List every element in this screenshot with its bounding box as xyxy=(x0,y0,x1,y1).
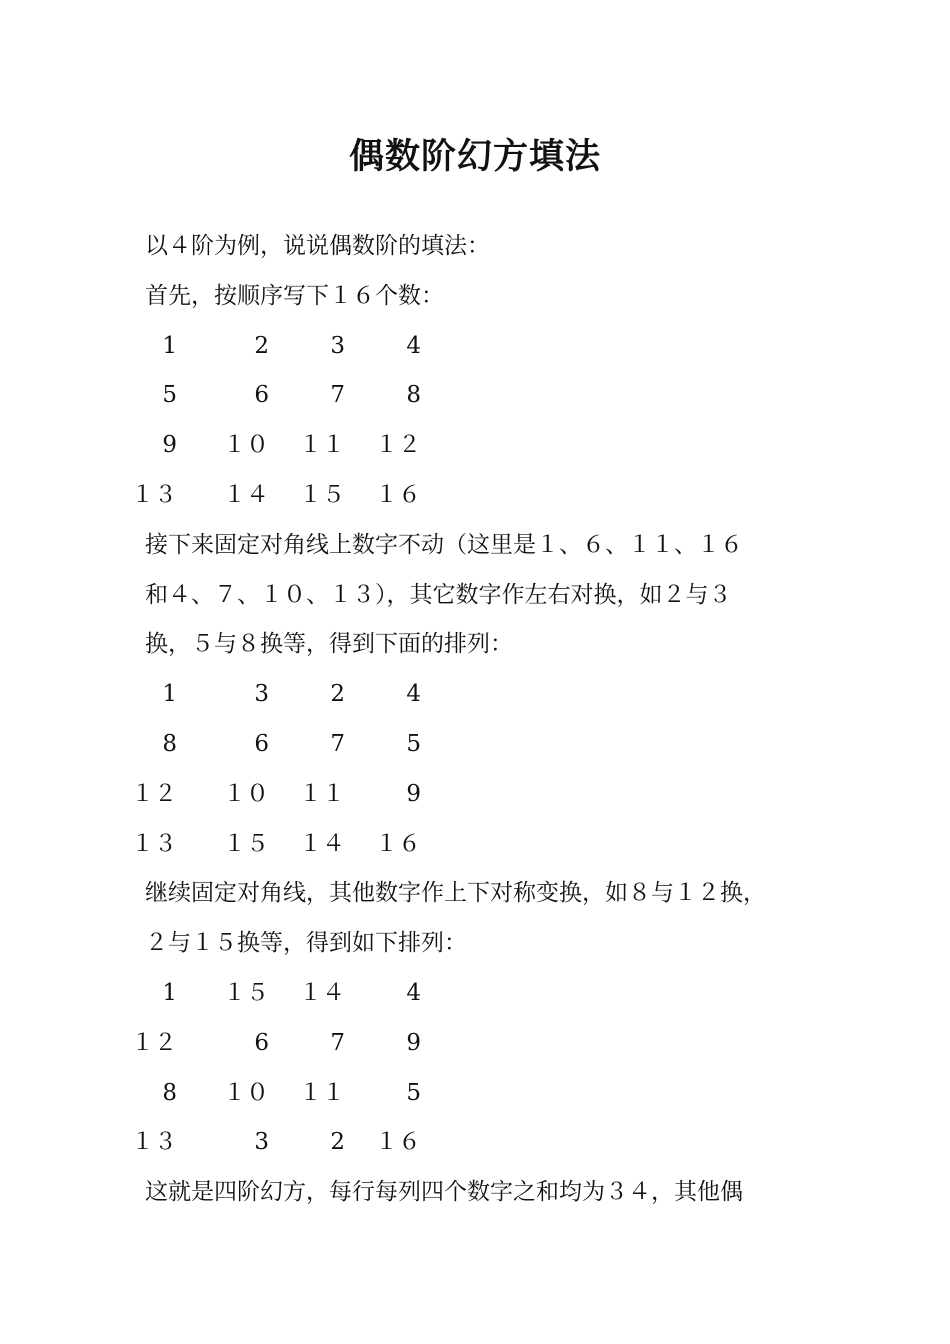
grid-cell: 3 xyxy=(330,332,345,359)
intro-line-2: 首先，按顺序写下１６个数： xyxy=(145,282,444,309)
grid-cell: 2 xyxy=(254,332,269,359)
grid-cell: １０ xyxy=(223,780,269,807)
grid-cell: １３ xyxy=(131,481,177,508)
paragraph-3-line-1: 继续固定对角线，其他数字作上下对称变换，如８与１２换， xyxy=(145,880,766,907)
grid-row xyxy=(131,471,815,521)
grid-row xyxy=(131,770,815,820)
number-grid-original xyxy=(131,322,815,521)
grid-row xyxy=(131,820,815,870)
grid-cell: １５ xyxy=(223,830,269,857)
grid-cell: 1 xyxy=(162,979,177,1006)
grid-cell: 1 xyxy=(162,332,177,359)
grid-cell: １２ xyxy=(375,432,421,459)
grid-cell: 1 xyxy=(162,681,177,708)
grid-cell: １４ xyxy=(299,979,345,1006)
grid-cell: １５ xyxy=(223,979,269,1006)
grid-cell: 9 xyxy=(406,780,421,807)
grid-cell: １３ xyxy=(131,1129,177,1156)
grid-cell: １３ xyxy=(131,830,177,857)
grid-cell: 2 xyxy=(330,1129,345,1156)
grid-cell: 5 xyxy=(406,730,421,757)
grid-cell: 8 xyxy=(162,1079,177,1106)
paragraph-4-line-1: 这就是四阶幻方，每行每列四个数字之和均为３４，其他偶 xyxy=(145,1179,743,1206)
grid-cell: 6 xyxy=(254,730,269,757)
grid-cell: 2 xyxy=(330,681,345,708)
grid-cell: 7 xyxy=(330,730,345,757)
grid-cell: １１ xyxy=(299,780,345,807)
grid-cell: １２ xyxy=(131,780,177,807)
grid-cell: 9 xyxy=(406,1029,421,1056)
document-title: 偶数阶幻方填法 xyxy=(348,137,601,177)
grid-row xyxy=(145,720,815,770)
grid-cell: 3 xyxy=(254,681,269,708)
grid-cell: １１ xyxy=(299,1079,345,1106)
grid-cell: １６ xyxy=(375,481,421,508)
grid-cell: 6 xyxy=(254,1029,269,1056)
grid-cell: １４ xyxy=(223,481,269,508)
grid-cell: １２ xyxy=(131,1029,177,1056)
paragraph-2-line-3: 换，５与８换等，得到下面的排列： xyxy=(145,631,513,658)
document-body xyxy=(131,222,815,1218)
grid-cell: 7 xyxy=(330,382,345,409)
intro-line-1: 以４阶为例，说说偶数阶的填法： xyxy=(145,233,490,259)
grid-cell: １１ xyxy=(299,432,345,459)
number-grid-swapped-horizontal xyxy=(131,670,815,869)
grid-cell: １０ xyxy=(223,1079,269,1106)
grid-cell: 4 xyxy=(406,681,421,708)
grid-cell: 8 xyxy=(162,730,177,757)
grid-cell: １６ xyxy=(375,1129,421,1156)
grid-cell: 5 xyxy=(406,1079,421,1106)
grid-row xyxy=(145,421,815,471)
grid-cell: 6 xyxy=(254,382,269,409)
grid-cell: １６ xyxy=(375,830,421,857)
number-grid-magic-square xyxy=(131,969,815,1168)
grid-row xyxy=(145,1069,815,1119)
grid-cell: 4 xyxy=(406,332,421,359)
grid-row xyxy=(145,969,815,1019)
paragraph-2-line-1: 接下来固定对角线上数字不动（这里是１、６、１１、１６ xyxy=(145,531,743,558)
grid-cell: 7 xyxy=(330,1029,345,1056)
grid-cell: １０ xyxy=(223,432,269,459)
grid-row xyxy=(131,1019,815,1069)
grid-cell: 5 xyxy=(162,382,177,409)
grid-cell: 8 xyxy=(406,382,421,409)
grid-cell: １４ xyxy=(299,830,345,857)
grid-row xyxy=(131,1118,815,1168)
grid-cell: 9 xyxy=(162,432,177,459)
paragraph-3-line-2: ２与１５换等，得到如下排列： xyxy=(145,930,467,957)
grid-cell: 3 xyxy=(254,1129,269,1156)
paragraph-2-line-2: 和４、７、１０、１３），其它数字作左右对换，如２与３ xyxy=(145,581,732,608)
grid-row xyxy=(145,670,815,720)
grid-row xyxy=(145,371,815,421)
grid-row xyxy=(145,322,815,372)
grid-cell: 4 xyxy=(406,979,421,1006)
grid-cell: １５ xyxy=(299,481,345,508)
